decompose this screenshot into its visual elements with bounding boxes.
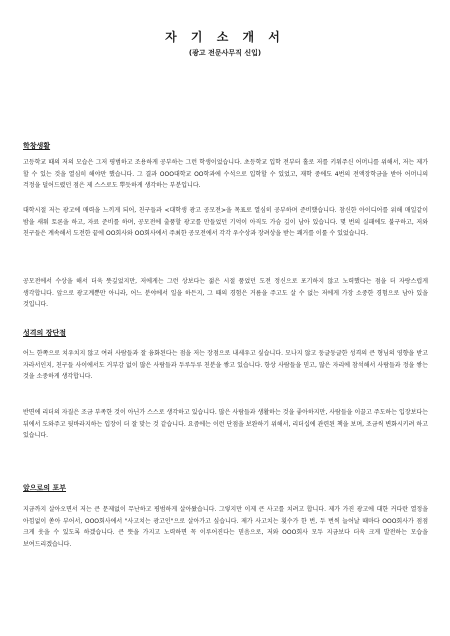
paragraph-school-life-3: 공모전에서 수상을 해서 더욱 뜻깊었지만, 저에게는 그런 상보다는 젊은 시절 품었던 도전 정신으로 포기하지 않고 노력했다는 점을 더 자랑스럽게 생각합니다. 앞으로 광고계뿐만 아니라, 어느 분야에서 일을 하든지, 그 때의 경험은 거름을 주고도 살 수 없는 저에게 가장 소중한 경험으로 남아 있을 것입니다.: [23, 278, 428, 309]
section-heading-personality: 성격의 장단점: [23, 329, 67, 337]
paragraph-aspirations-1: 지금까지 살아오면서 저는 큰 문제없이 무난하고 평범하게 살아왔습니다. 그렇지만 이제 큰 사고를 치려고 합니다. 제가 가진 광고에 대한 커다란 열정을 아낌없이 쏟아 부어서, OOO회사에서 "사고치는 광고인"으로 살아가고 싶습니다. 제가 사고치는 횟수가 한 번, 두 번씩 늘어날 때마다 OOO회사가 점점 크게 웃을 수 있도록 하겠습니다. 큰 뜻을 가지고 노력하면 꼭 이루어진다는 믿음으로, 저와 OOO회사 모두 지금보다 더욱 크게 발전하는 모습을 보여드리겠습니다.: [23, 506, 428, 548]
paragraph-school-life-2: 대학시절 저는 광고에 매력을 느끼게 되어, 친구들과 <대학생 광고 공모전>을 목표로 열심히 공부하며 준비했습니다. 참신한 아이디어를 위해 매일같이 밤을 새워 토론을 하고, 자료 준비를 하며, 공모전에 출품할 광고를 만들었던 기억이 아직도 가슴 깊이 남아 있습니다. 몇 번의 실패에도 불구하고, 저와 친구들은 계속해서 도전한 끝에 OO회사와 OO회사에서 주최한 공모전에서 각각 우수상과 장려상을 받는 쾌거를 이룰 수 있었습니다.: [23, 207, 428, 238]
paragraph-personality-1: 어느 한쪽으로 치우치지 않고 여러 사람들과 잘 융화된다는 점을 저는 장점으로 내세우고 싶습니다. 모나지 않고 둥글둥글한 성격의 큰 형님의 영향을 받고 자라서인지, 친구들 사이에서도 거부감 없이 많은 사람들과 두루두루 친분을 쌓고 있습니다. 항상 사람들을 믿고, 많은 자리에 참석해서 사람들과 정을 쌓는 것을 소중하게 생각합니다.: [23, 350, 428, 381]
section-heading-school-life: 학창생활: [23, 142, 51, 150]
document-subtitle: (광고 전문사무직 신입): [188, 49, 262, 57]
paragraph-school-life-1: 고등학교 때의 저의 모습은 그저 평범하고 조용하게 공부하는 그런 학생이었습니다. 초등학교 입학 전부터 홀로 저를 키워주신 어머니를 위해서, 저는 제가 할 수 있는 것을 열심히 해야만 했습니다. 그 결과 OOO대학교 OO학과에 수석으로 입학할 수 있었고, 재학 중에도 4번의 전액장학금을 받아 어머니의 걱정을 덜어드렸던 점은 제 스스로도 뿌듯하게 생각하는 부분입니다.: [23, 159, 428, 190]
paragraph-personality-2: 반면에 리더의 자질은 조금 부족한 것이 아닌가 스스로 생각하고 있습니다. 많은 사람들과 생활하는 것을 좋아하지만, 사람들을 이끌고 주도하는 입장보다는 뒤에서 도와주고 뒷바라지하는 입장이 더 잘 맞는 것 같습니다. 요즘에는 이런 단점을 보완하기 위해서, 리더십에 관련된 책을 보며, 조금씩 변화시키려 하고 있습니다.: [23, 409, 428, 440]
document-title: 자 기 소 개 서: [165, 30, 285, 44]
section-heading-aspirations: 앞으로의 포부: [23, 484, 67, 492]
